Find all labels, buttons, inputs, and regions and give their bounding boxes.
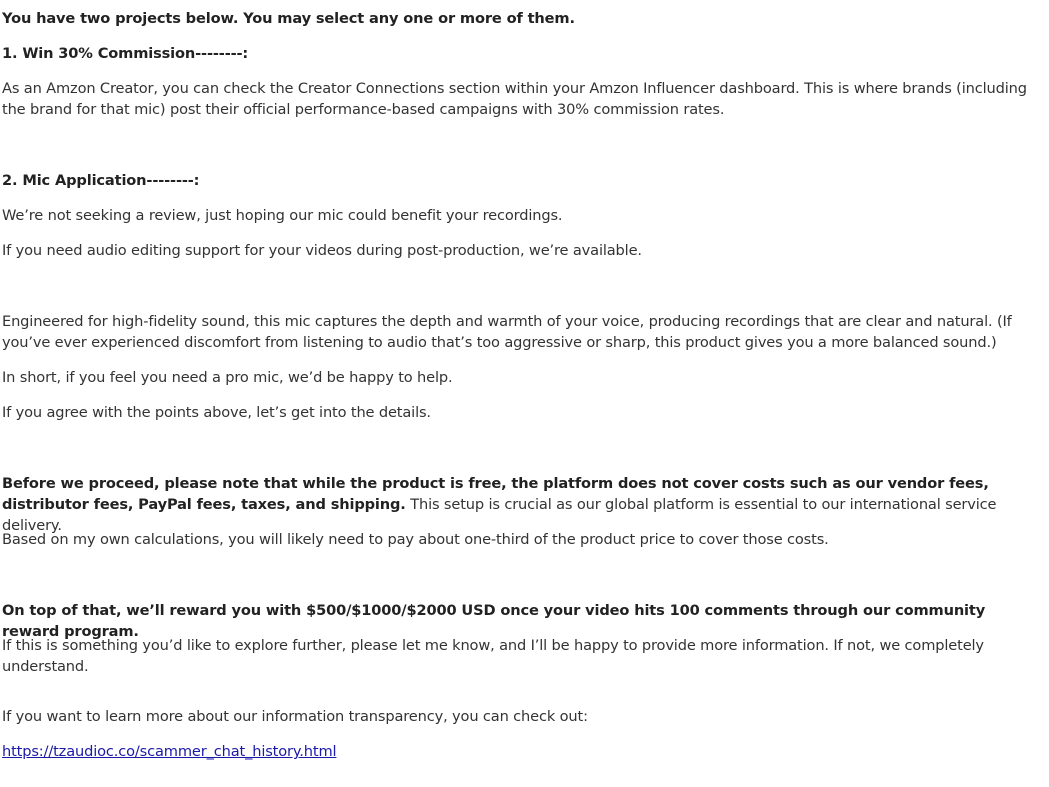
transparency-text: If you want to learn more about our information transparency, you can check out:	[2, 708, 588, 725]
transparency-link[interactable]: https://tzaudioc.co/scammer_chat_history.html	[2, 743, 337, 760]
project1-text: As an Amzon Creator, you can check the Creator Connections section within your Amzon Influencer dashboard. This is where brands (including the brand for that mic) post their official performance-based campaigns with 30% commission rates.	[2, 80, 1027, 118]
intro-text: You have two projects below. You may select any one or more of them.	[2, 10, 575, 27]
reward-text: On top of that, we’ll reward you with $500/$1000/$2000 USD once your video hits 100 comments through our community reward program.	[2, 602, 986, 640]
project1-heading: 1. Win 30% Commission--------:	[2, 45, 249, 62]
project2-paragraph-1: We’re not seeking a review, just hoping our mic could benefit your recordings.	[2, 207, 563, 224]
project2-heading: 2. Mic Application--------:	[2, 172, 200, 189]
reward-followup: If this is something you’d like to explore further, please let me know, and I’ll be happy to provide more information. If not, we completely understand.	[2, 637, 984, 675]
costs-paragraph	[2, 473, 1041, 536]
project2-paragraph-2: If you need audio editing support for your videos during post-production, we’re available.	[2, 242, 642, 259]
project2-paragraph-4: In short, if you feel you need a pro mic, we’d be happy to help.	[2, 369, 453, 386]
costs-calculation: Based on my own calculations, you will likely need to pay about one-third of the product price to cover those costs.	[2, 531, 829, 548]
transparency-link-line	[2, 741, 1041, 762]
costs-rest-text: This setup is crucial as our global platform is essential to our international service delivery.	[2, 496, 997, 534]
project2-paragraph-5: If you agree with the points above, let’s get into the details.	[2, 404, 431, 421]
costs-bold-text: Before we proceed, please note that while the product is free, the platform does not cover costs such as our vendor fees, distributor fees, PayPal fees, taxes, and shipping.	[2, 475, 989, 513]
project2-paragraph-3: Engineered for high-fidelity sound, this mic captures the depth and warmth of your voice, producing recordings that are clear and natural. (If you’ve ever experienced discomfort from listening to audio that’s too aggressive or sharp, this product gives you a more balanced sound.)	[2, 313, 1012, 351]
